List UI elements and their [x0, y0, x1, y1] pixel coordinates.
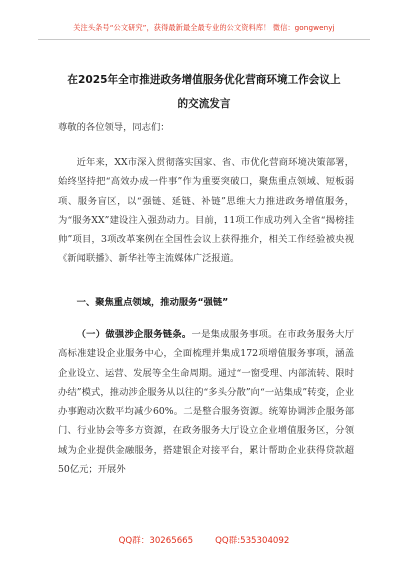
footer-qq-group-2: QQ群:535304092	[215, 536, 290, 546]
title-line-2: 的交流发言	[177, 98, 231, 110]
footer-contacts	[0, 534, 408, 546]
document-title	[50, 68, 358, 116]
header-notice: 关注头条号“公文研究”，获得最新最全最专业的公文资料库！ 微信：gongwenyj	[73, 23, 335, 32]
greeting-text: 尊敬的各位领导，同志们：	[58, 122, 170, 133]
paragraph-2	[58, 325, 354, 479]
header-divider	[38, 39, 370, 40]
paragraph-2-subheading: （一）做强涉企服务链条。	[76, 329, 192, 340]
paragraph-2-text: 一是集成服务事项。在市政务服务大厅高标准建设企业服务中心，全面梳理并集成172项增值服务事项，涵盖企业设立、运营、发展等全生命周期。通过“一窗受理、内部流转、限时办结”模式，推动涉企服务从以往的“多头分散”向“一站集成”转变，企业办事跑动次数平均减少60%。二是整合服务资源。统筹协调涉企服务部门、行业协会等多方资源，在政务服务大厅设立企业增值服务区，分领域为企业提供金融服务，搭建银企对接平台，累计帮助企业获得贷款超50亿元；开展外	[58, 329, 354, 476]
section-heading-1: 一、聚焦重点领域，推动服务“强链”	[76, 297, 229, 308]
title-line-1: 在2025年全市推进政务增值服务优化营商环境工作会议上	[67, 74, 341, 86]
greeting	[58, 118, 354, 137]
footer-qq-group-1: QQ群：30265665	[118, 536, 194, 546]
paragraph-2-content	[58, 325, 354, 479]
paragraph-1	[58, 153, 354, 269]
paragraph-1-text: 近年来，XX市深入贯彻落实国家、省、市优化营商环境决策部署，始终坚持把“高效办成一件事”作为重要突破口，聚焦重点领域、短板弱项、服务盲区，以“强链、延链、补链”思维大力推进政务增值服务，为“服务XX”建设注入强劲动力。目前，11项工作成功列入全省“揭榜挂帅”项目，3项改革案例在全国性会议上获得推介，相关工作经验被央视《新闻联播》、新华社等主流媒体广泛报道。	[58, 157, 354, 265]
